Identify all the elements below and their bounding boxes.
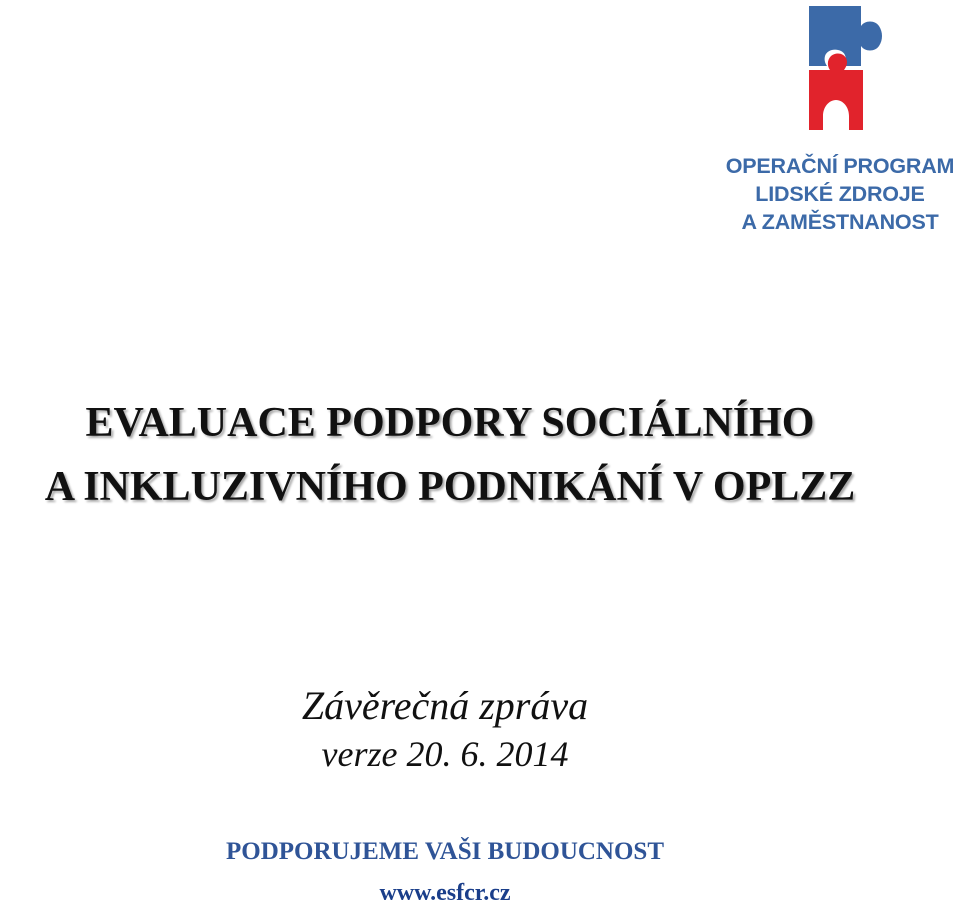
report-version: verze 20. 6. 2014 <box>321 734 569 774</box>
title-line-1: EVALUACE PODPORY SOCIÁLNÍHO <box>85 400 815 446</box>
puzzle-pieces-icon <box>803 4 893 134</box>
report-subtitle <box>0 680 890 776</box>
document-title <box>0 391 900 519</box>
program-logo-text <box>722 152 958 236</box>
logo-line-3: A ZAMĚSTNANOST <box>741 210 939 234</box>
title-line-2: A INKLUZIVNÍHO PODNIKÁNÍ V OPLZZ <box>44 464 856 510</box>
logo-line-2: LIDSKÉ ZDROJE <box>755 182 925 206</box>
footer-slogan: PODPORUJEME VAŠI BUDOUCNOST <box>225 838 665 865</box>
blue-puzzle-piece <box>809 6 882 66</box>
report-type: Závěrečná zpráva <box>301 683 589 728</box>
logo-line-1: OPERAČNÍ PROGRAM <box>725 154 955 178</box>
footer-website-link[interactable]: www.esfcr.cz <box>379 880 511 906</box>
